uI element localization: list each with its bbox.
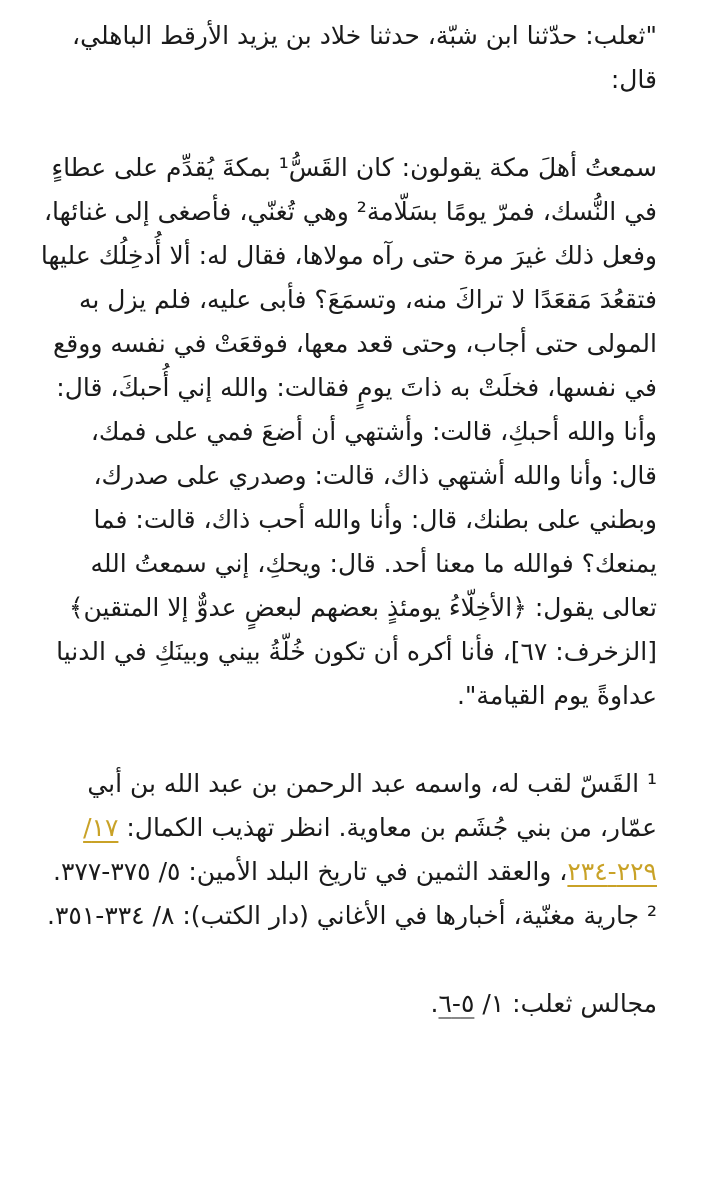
footnote-1-continuation: ، والعقد الثمين في تاريخ البلد الأمين: ٥/ ٣٧٥-٣٧٧. [53,857,568,886]
paragraph-spacer [40,718,657,762]
source-pages-link[interactable]: ٥-٦ [438,989,475,1018]
source-title: مجالس ثعلب: [504,989,657,1018]
story-paragraph: سمعتُ أهلَ مكة يقولون: كان القَسُّ¹ بمكةَ يُقدِّم على عطاءٍ في النُّسك، فمرّ يومًا بسَلّامة² وهي تُغنّي، فأصغى إلى غنائها، وفعل ذلك غيرَ مرة حتى رآه مولاها، فقال له: ألا أُدخِلُك عليها فتقعُدَ مَقعَدًا لا تراكَ منه، وتسمَعَ؟ فأبى عليه، فلم يزل به المولى حتى أجاب، وحتى قعد معها، فوقعَتْ في نفسه ووقع في نفسها، فخلَتْ به ذاتَ يومٍ فقالت: والله إني أُحبكَ، قال: وأنا والله أحبكِ، قالت: وأشتهي أن أضعَ فمي على فمك، قال: وأنا والله أشتهي ذاك، قالت: وصدري على صدرك، وبطني على بطنك، قال: وأنا والله أحب ذاك، قالت: فما يمنعك؟ فوالله ما معنا أحد. قال: ويحكِ، إني سمعتُ الله تعالى يقول: ﴿الأخِلّاءُ يومئذٍ بعضهم لبعضٍ عدوٌّ إلا المتقين﴾ [الزخرف: ٦٧]، فأنا أكره أن تكون خُلّةُ بيني وبينَكِ في الدنيا عداوةً يوم القيامة". [40,153,657,710]
paragraph-spacer [40,102,657,146]
intro-paragraph: "ثعلب: حدّثنا ابن شبّة، حدثنا خلاد بن يزيد الأرقط الباهلي، قال: [72,21,657,94]
footnote-2: ² جارية مغنّية، أخبارها في الأغاني (دار الكتب): ٨/ ٣٣٤-٣٥١. [47,901,657,930]
source-volume: ١/ [474,989,505,1018]
source-citation [40,982,657,1026]
source-end: . [430,989,439,1018]
footnote-1-text: ¹ القَسّ لقب له، واسمه عبد الرحمن بن عبد الله بن أبي عمّار، من بني جُشَم بن معاوية. انظر تهذيب الكمال: [87,769,657,842]
paragraph-spacer [40,938,657,982]
tahdhib-reference-link[interactable]: ١٧/ ٢٢٩-٢٣٤ [83,813,657,886]
footnote-1 [40,762,657,894]
